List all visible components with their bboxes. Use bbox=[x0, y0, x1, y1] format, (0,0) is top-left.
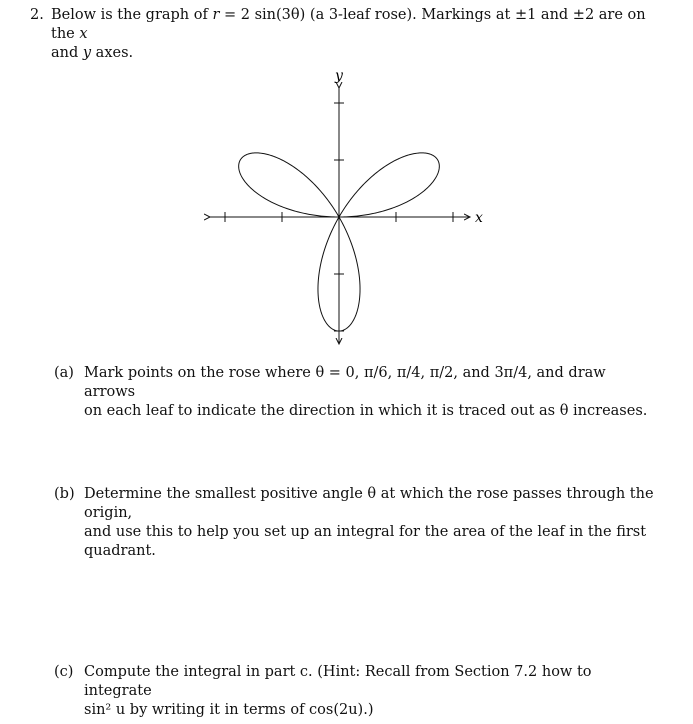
part-b-line-2: and use this to help you set up an integral for the area of the leaf in the first bbox=[84, 524, 647, 540]
part-b-line-3: quadrant. bbox=[84, 543, 156, 559]
part-b-line-1: Determine the smallest positive angle θ at which the rose passes through the origin, bbox=[84, 486, 654, 521]
part-c-label: (c) bbox=[54, 664, 74, 680]
problem-line-2: and y axes. bbox=[51, 45, 134, 61]
part-a bbox=[54, 364, 654, 421]
part-c-line-2: sin² u by writing it in terms of cos(2u).) bbox=[84, 702, 374, 718]
rose-graph bbox=[0, 0, 693, 360]
part-c-line-1: Compute the integral in part c. (Hint: Recall from Section 7.2 how to integrate bbox=[84, 664, 592, 699]
part-b-label: (b) bbox=[54, 486, 75, 502]
part-c bbox=[54, 663, 654, 720]
part-a-line-2: on each leaf to indicate the direction in which it is traced out as θ increases. bbox=[84, 403, 648, 419]
problem-line-1: Below is the graph of r = 2 sin(3θ) (a 3-leaf rose). Markings at ±1 and ±2 are on the x bbox=[51, 7, 646, 42]
y-axis-label: y bbox=[335, 68, 343, 84]
part-a-line-1: Mark points on the rose where θ = 0, π/6, π/4, π/2, and 3π/4, and draw arrows bbox=[84, 365, 606, 400]
x-axis-label: x bbox=[475, 210, 483, 226]
part-b bbox=[54, 485, 654, 561]
part-a-label: (a) bbox=[54, 365, 74, 381]
problem-number: 2. bbox=[30, 7, 44, 23]
